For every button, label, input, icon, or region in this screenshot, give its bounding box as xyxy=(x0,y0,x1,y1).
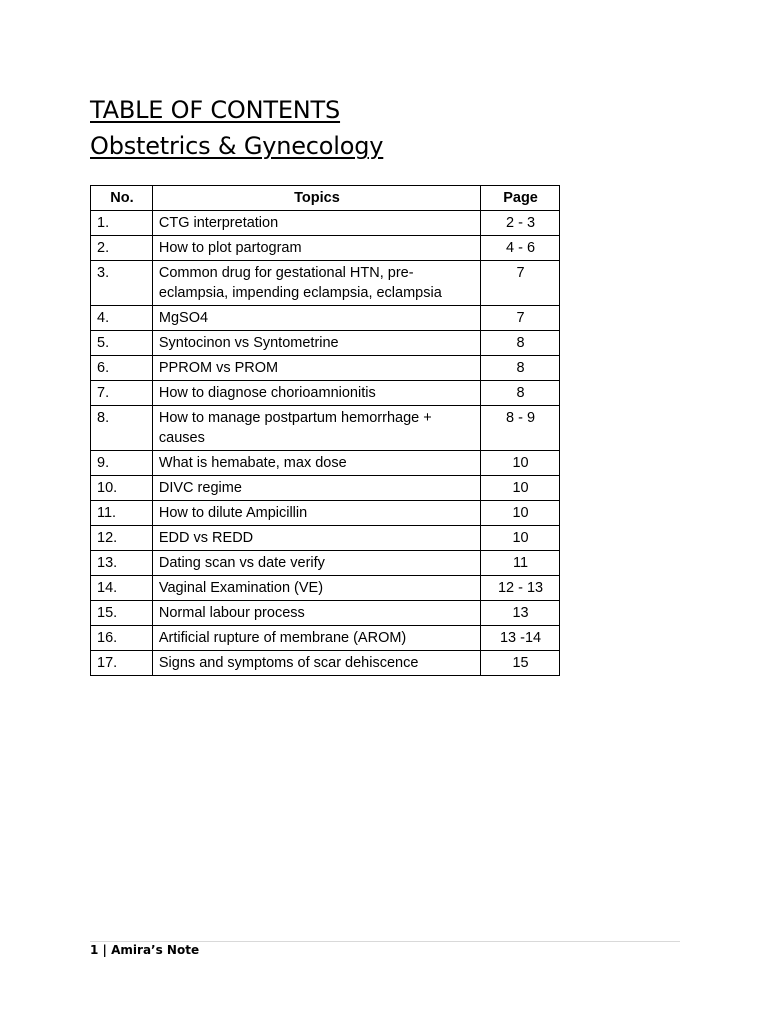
table-row xyxy=(91,501,560,526)
footer-page-number: 1 xyxy=(90,943,99,957)
row-page: 7 xyxy=(481,261,560,306)
row-topic: EDD vs REDD xyxy=(152,526,480,551)
header-topics: Topics xyxy=(152,186,480,211)
table-row xyxy=(91,356,560,381)
row-number: 8. xyxy=(91,406,153,451)
row-topic: Syntocinon vs Syntometrine xyxy=(152,331,480,356)
row-page: 8 xyxy=(481,331,560,356)
footer-separator: | xyxy=(102,943,107,957)
row-page: 8 - 9 xyxy=(481,406,560,451)
row-topic: How to diagnose chorioamnionitis xyxy=(152,381,480,406)
table-row xyxy=(91,551,560,576)
row-page: 15 xyxy=(481,651,560,676)
row-page: 10 xyxy=(481,451,560,476)
row-page: 11 xyxy=(481,551,560,576)
header-no: No. xyxy=(91,186,153,211)
table-row xyxy=(91,211,560,236)
table-row xyxy=(91,261,560,306)
table-row xyxy=(91,451,560,476)
page-footer xyxy=(90,943,199,957)
table-header-row xyxy=(91,186,560,211)
row-page: 8 xyxy=(481,381,560,406)
table-row xyxy=(91,576,560,601)
row-number: 4. xyxy=(91,306,153,331)
row-page: 13 xyxy=(481,601,560,626)
row-topic: Dating scan vs date verify xyxy=(152,551,480,576)
header-page: Page xyxy=(481,186,560,211)
row-number: 17. xyxy=(91,651,153,676)
row-page: 12 - 13 xyxy=(481,576,560,601)
row-number: 12. xyxy=(91,526,153,551)
row-number: 14. xyxy=(91,576,153,601)
row-topic: PPROM vs PROM xyxy=(152,356,480,381)
row-number: 5. xyxy=(91,331,153,356)
document-title: TABLE OF CONTENTS xyxy=(90,96,341,124)
table-row xyxy=(91,651,560,676)
table-row xyxy=(91,381,560,406)
row-topic: Common drug for gestational HTN, pre-eclampsia, impending eclampsia, eclampsia xyxy=(152,261,480,306)
document-subtitle: Obstetrics & Gynecology xyxy=(90,132,384,160)
table-row xyxy=(91,306,560,331)
row-page: 4 - 6 xyxy=(481,236,560,261)
table-row xyxy=(91,601,560,626)
row-topic: Signs and symptoms of scar dehiscence xyxy=(152,651,480,676)
row-number: 16. xyxy=(91,626,153,651)
row-topic: How to dilute Ampicillin xyxy=(152,501,480,526)
footer-note: Amira’s Note xyxy=(111,943,200,957)
row-page: 13 -14 xyxy=(481,626,560,651)
row-page: 7 xyxy=(481,306,560,331)
row-number: 1. xyxy=(91,211,153,236)
row-number: 2. xyxy=(91,236,153,261)
row-topic: What is hemabate, max dose xyxy=(152,451,480,476)
table-of-contents xyxy=(90,185,560,676)
row-number: 13. xyxy=(91,551,153,576)
row-page: 10 xyxy=(481,526,560,551)
table-row xyxy=(91,526,560,551)
row-page: 2 - 3 xyxy=(481,211,560,236)
row-topic: Artificial rupture of membrane (AROM) xyxy=(152,626,480,651)
table-row xyxy=(91,236,560,261)
row-topic: Vaginal Examination (VE) xyxy=(152,576,480,601)
table-row xyxy=(91,331,560,356)
row-number: 9. xyxy=(91,451,153,476)
row-topic: CTG interpretation xyxy=(152,211,480,236)
row-topic: MgSO4 xyxy=(152,306,480,331)
row-number: 11. xyxy=(91,501,153,526)
row-topic: DIVC regime xyxy=(152,476,480,501)
row-number: 10. xyxy=(91,476,153,501)
row-page: 8 xyxy=(481,356,560,381)
row-number: 6. xyxy=(91,356,153,381)
row-topic: Normal labour process xyxy=(152,601,480,626)
row-topic: How to plot partogram xyxy=(152,236,480,261)
table-row xyxy=(91,626,560,651)
row-number: 7. xyxy=(91,381,153,406)
table-row xyxy=(91,406,560,451)
row-page: 10 xyxy=(481,476,560,501)
row-number: 3. xyxy=(91,261,153,306)
row-number: 15. xyxy=(91,601,153,626)
footer-divider xyxy=(90,941,680,942)
row-topic: How to manage postpartum hemorrhage + causes xyxy=(152,406,480,451)
row-page: 10 xyxy=(481,501,560,526)
table-row xyxy=(91,476,560,501)
